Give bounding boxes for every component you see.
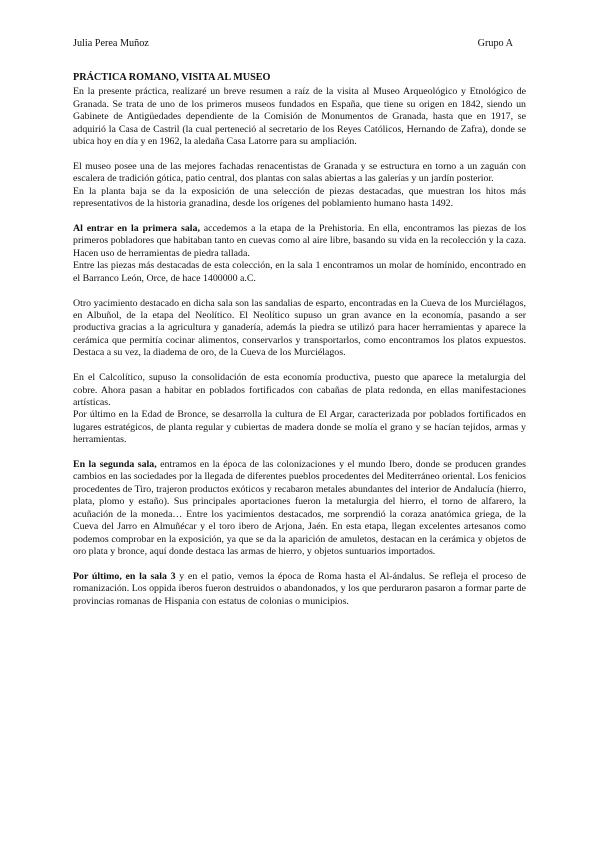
paragraph-bronze-age: Por último en la Edad de Bronce, se desarrolla la cultura de El Argar, caracterizada por poblados fortificados en lugares estratégicos, de planta regular y cubiertas de madera donde se molía el grano y se hacían tejidos, armas y herramientas. [73, 409, 526, 446]
third-room-lead: Por último, en la sala 3 [73, 570, 176, 582]
paragraph-neolithic: Otro yacimiento destacado en dicha sala son las sandalias de esparto, encontradas en la Cueva de los Murciélagos, en Albuñol, de la etapa del Neolítico. El Neolítico supuso un gran avance en la economía, pasando a ser productiva gracias a la agricultura y ganadería, además la piedra se utilizó para hacer herramientas y aparece la cerámica que permitía cocinar alimentos, conservarlos y transportarlos, como encontramos los platos expuestos. Destaca a su vez, la diadema de oro, de la Cueva de los Murciélagos. [73, 297, 526, 359]
paragraph-second-room [73, 459, 526, 558]
paragraph-ground-floor: En la planta baja se da la exposición de una selección de piezas destacadas, que muestran los hitos más representativos de la historia granadina, desde los orígenes del poblamiento humano hasta 1492. [73, 185, 526, 210]
paragraph-chalcolithic: En el Calcolítico, supuso la consolidación de esta economía productiva, puesto que aparece la metalurgia del cobre. Ahora pasan a habitar en poblados fortificados con cabañas de plata redonda, en ellas manifestaciones artísticas. [73, 372, 526, 408]
second-room-lead: En la segunda sala, [73, 459, 157, 471]
author-name: Julia Perea Muñoz [73, 38, 149, 49]
paragraph-facade: El museo posee una de las mejores fachadas renacentistas de Granada y se estructura en torno a un zaguán con escalera de tradición gótica, patio central, dos plantas con salas abiertas a las galerías y un jardín posterior. [73, 160, 526, 185]
second-room-text: entramos en la época de las colonizaciones y el mundo Ibero, donde se producen grandes cambios en las sociedades por la llegada de diferentes pueblos procedentes del Mediterráneo oriental. Los fenicios procedentes de Tiro, trajeron productos exóticos y recabaron metales abundantes del interior de Andalucía (hierro, plata, plomo y estaño). Sus principales aportaciones fueron la metalurgia del hierro, el torno de alfarero, la acuñación de la moneda… Entre los yacimientos destacados, me sorprendió la coraza anatómica griega, de la Cueva del Jarro en Almuñécar y el toro ibero de Arjona, Jaén. En esta etapa, llegan excelentes artesanos como podemos comprobar en la exposición, ya que se da la aparición de amuletos, destacan en la cerámica y objetos de oro plata y bronce, aquí donde destaca las armas de hierro, y objetos suntuarios importados. [73, 459, 526, 557]
paragraph-intro: En la presente práctica, realizaré un breve resumen a raíz de la visita al Museo Arqueológico y Etnológico de Granada. Se trata de uno de los primeros museos fundados en España, que tiene su origen en 1842, siendo un Gabinete de Antigüedades dependiente de la Comisión de Monumentos de Granada, hasta que en 1917, se adquirió la Casa de Castril (la cual perteneció al secretario de los Reyes Católicos, Hernando de Zafra), donde se ubica hoy en día y en 1962, la aledaña Casa Latorre para su ampliación. [73, 86, 526, 148]
paragraph-molar: Entre las piezas más destacadas de esta colección, en la sala 1 encontramos un molar de homínido, encontrado en el Barranco León, Orce, de hace 1400000 a.C. [73, 260, 526, 284]
paragraph-first-room [73, 223, 526, 260]
first-room-text: accedemos a la etapa de la Prehistoria. En ella, encontramos las piezas de los primeros pobladores que habitaban tanto en cuevas como al aire libre, basando su vida en la recolección y la caza. Hacen uso de herramientas de piedra tallada. [73, 223, 526, 259]
paragraph-third-room [73, 571, 526, 608]
document-title: PRÁCTICA ROMANO, VISITA AL MUSEO [73, 72, 271, 83]
third-room-text: y en el patio, vemos la época de Roma hasta el Al-ándalus. Se refleja el proceso de romanización. Los oppida iberos fueron destruidos o abandonados, y los que perduraron pasaron a formar parte de provincias romanas de Hispania con estatus de colonias o municipios. [73, 570, 526, 607]
first-room-lead: Al entrar en la primera sala, [73, 223, 200, 235]
document-body [73, 72, 526, 608]
group-label: Grupo A [477, 38, 513, 49]
